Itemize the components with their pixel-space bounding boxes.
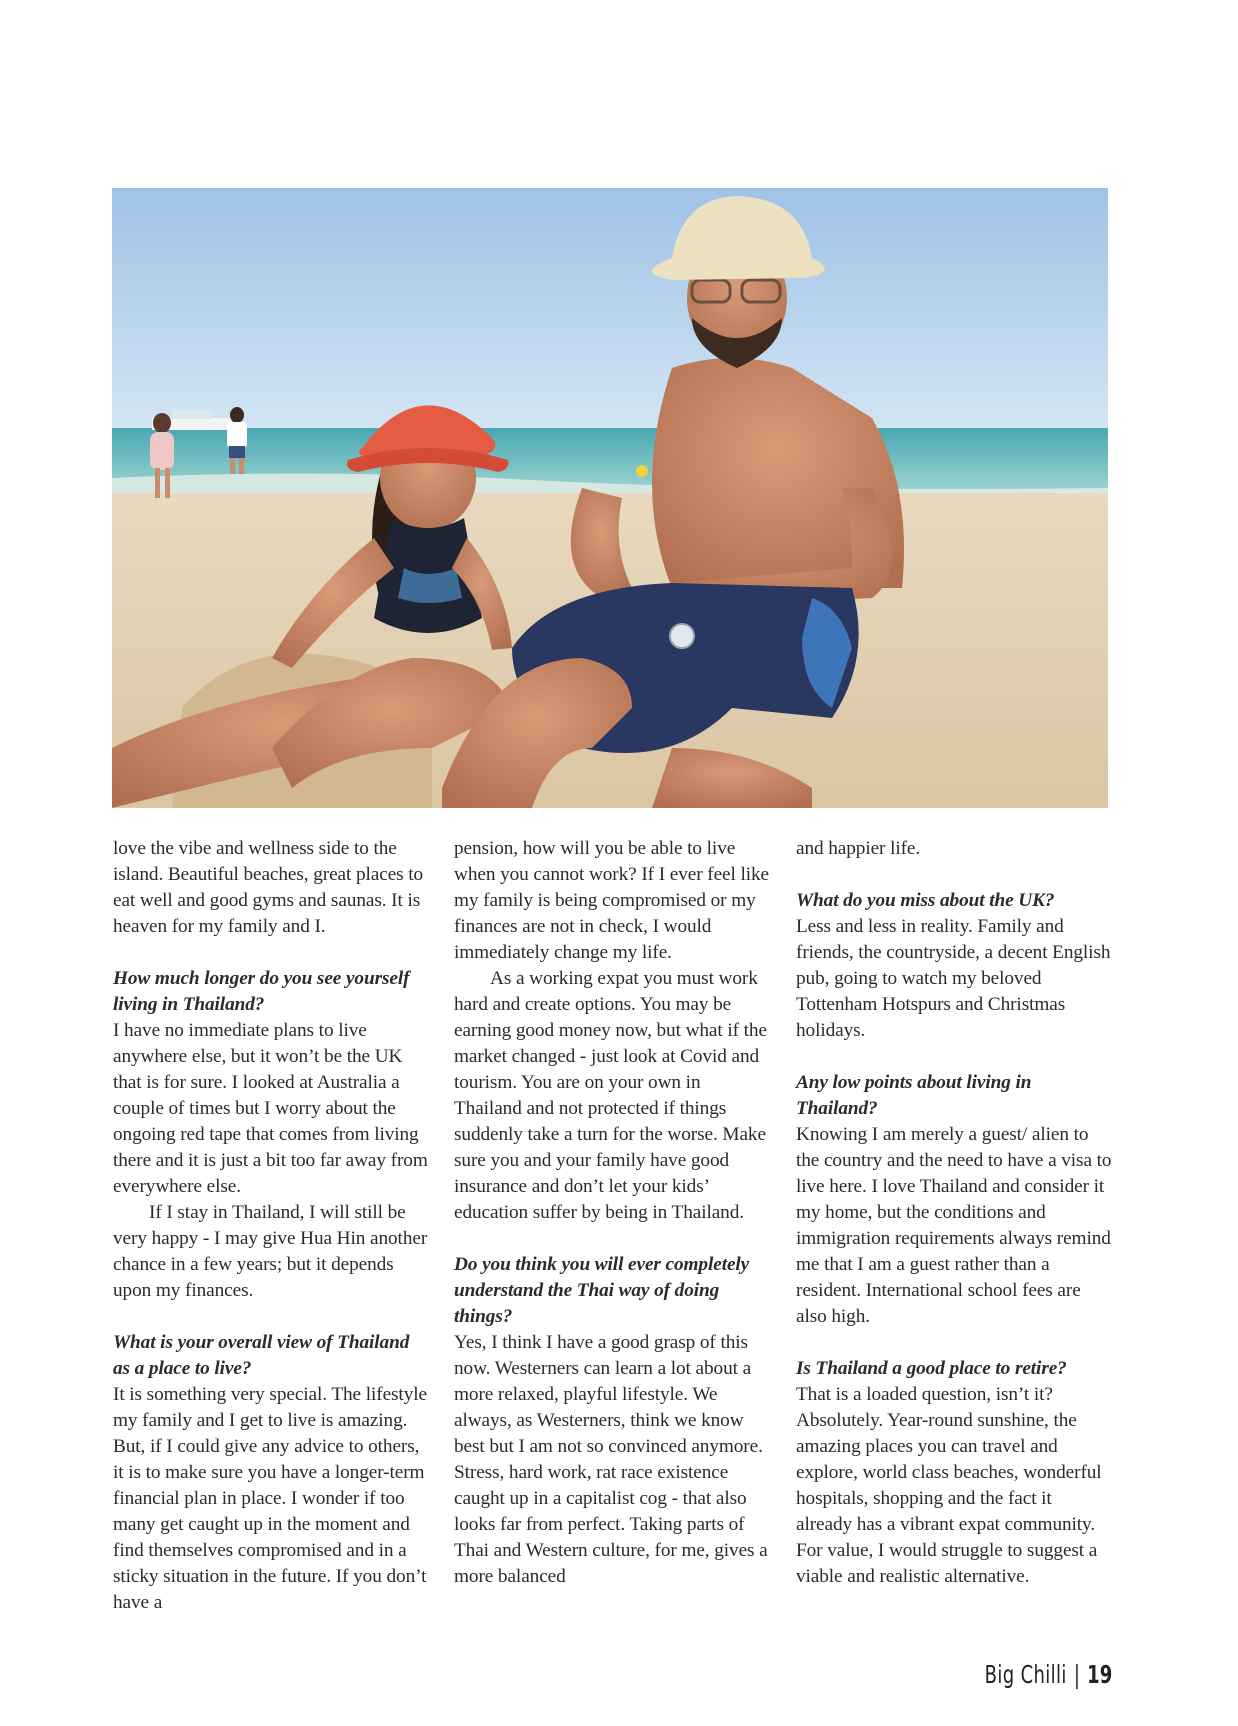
question-heading: Any low points about living in Thailand?	[796, 1072, 1032, 1119]
column-3	[796, 836, 1112, 1590]
paragraph: If I stay in Thailand, I will still be very happy - I may give Hua Hin another chance in a few years; but it depends upon my finances.	[113, 1202, 428, 1301]
page-footer	[984, 1660, 1112, 1689]
question-heading: What is your overall view of Thailand as a place to live?	[113, 1332, 410, 1379]
magazine-name: Big Chilli	[984, 1660, 1067, 1689]
beach-photo-illustration	[112, 188, 1108, 808]
paragraph: That is a loaded question, isn’t it? Absolutely. Year-round sunshine, the amazing places you can travel and explore, world class beaches, wonderful hospitals, shopping and the fact it already has a vibrant expat community. For value, I would struggle to suggest a viable and realistic alternative.	[796, 1384, 1102, 1587]
footer-separator: |	[1073, 1660, 1080, 1689]
sky	[112, 188, 1108, 438]
page-number: 19	[1086, 1660, 1112, 1689]
paragraph: I have no immediate plans to live anywhere else, but it won’t be the UK that is for sure. I looked at Australia a couple of times but I worry about the ongoing red tape that comes from living there and it is just a bit too far away from everywhere else.	[113, 1020, 428, 1197]
question-heading: How much longer do you see yourself living in Thailand?	[113, 968, 410, 1015]
column-1	[113, 836, 429, 1616]
paragraph: pension, how will you be able to live when you cannot work? If I ever feel like my family is being compromised or my finances are not in check, I would immediately change my life.	[454, 838, 769, 963]
paragraph: Knowing I am merely a guest/ alien to the country and the need to have a visa to live here. I love Thailand and consider it my home, but the conditions and immigration requirements always remind me that I am a guest rather than a resident. International school fees are also high.	[796, 1124, 1112, 1327]
paragraph: Yes, I think I have a good grasp of this now. Westerners can learn a lot about a more relaxed, playful lifestyle. We always, as Westerners, think we know best but I am not so convinced anymore. Stress, hard work, rat race existence caught up in a capitalist cog - that also looks far from perfect. Taking parts of Thai and Western culture, for me, gives a more balanced	[454, 1332, 768, 1587]
paragraph: It is something very special. The lifestyle my family and I get to live is amazing. But, if I could give any advice to others, it is to make sure you have a longer-term financial plan in place. I wonder if too many get caught up in the moment and find themselves compromised and in a sticky situation in the future. If you don’t have a	[113, 1384, 427, 1613]
question-heading: Do you think you will ever completely understand the Thai way of doing things?	[454, 1254, 750, 1327]
beach-photo	[112, 188, 1108, 808]
paragraph: As a working expat you must work hard and create options. You may be earning good money now, but what if the market changed - just look at Covid and tourism. You are on your own in Thailand and not protected if things suddenly take a turn for the worse. Make sure you and your family have good insurance and don’t let your kids’ education suffer by being in Thailand.	[454, 968, 767, 1223]
question-heading: What do you miss about the UK?	[796, 890, 1055, 911]
column-2	[454, 836, 770, 1590]
paragraph: Less and less in reality. Family and friends, the countryside, a decent English pub, going to watch my beloved Tottenham Hotspurs and Christmas holidays.	[796, 916, 1111, 1041]
paragraph: love the vibe and wellness side to the island. Beautiful beaches, great places to eat well and good gyms and saunas. It is heaven for my family and I.	[113, 838, 424, 937]
question-heading: Is Thailand a good place to retire?	[796, 1358, 1067, 1379]
paragraph: and happier life.	[796, 838, 921, 859]
